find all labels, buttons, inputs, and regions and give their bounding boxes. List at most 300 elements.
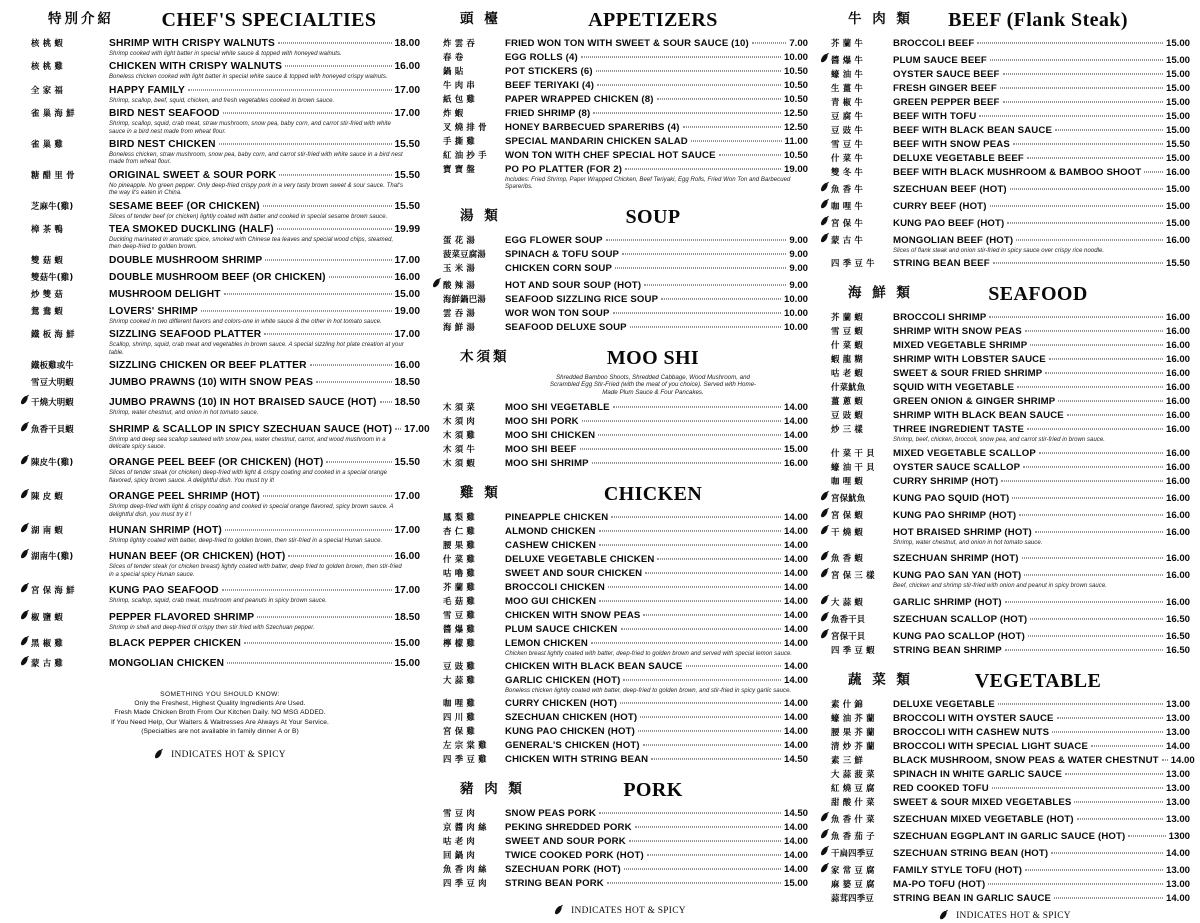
menu-item-name: HUNAN BEEF (OR CHICKEN) (HOT) [109, 551, 286, 563]
menu-item-description: Shrimp, beef, chicken, broccoli, snow pea, and carrot stir-fried in brown sauce. [893, 437, 1105, 444]
menu-item [820, 782, 1190, 795]
menu-item-chinese-name: 宮保干貝 [831, 630, 866, 641]
menu-item-name: SNOW PEAS PORK [505, 808, 597, 820]
section-header-chefs-specialties [20, 10, 420, 32]
dot-leader [992, 786, 1163, 788]
menu-item-price: 14.00 [783, 712, 808, 724]
menu-item-price: 17.00 [394, 329, 420, 341]
menu-item-chinese-name: 薑 蔥 蝦 [831, 396, 863, 407]
chili-pepper-icon [20, 487, 31, 499]
section-title: MOO SHI [606, 346, 700, 369]
menu-item-price: 15.00 [1165, 153, 1190, 164]
menu-item-description: Beef, chicken and shrimp stir-fried with onion and peanut in spicy brown sauce. [893, 583, 1107, 590]
menu-item-name: BLACK MUSHROOM, SNOW PEAS & WATER CHESTNUT [893, 754, 1159, 766]
menu-item-name: SZECHUAN BEEF (HOT) [893, 184, 1007, 195]
dot-leader [977, 42, 1163, 44]
menu-item-name: MIXED VEGETABLE SCALLOP [893, 447, 1036, 459]
dot-leader [599, 543, 781, 545]
menu-item-chinese-name: 清 炒 芥 蘭 [831, 740, 875, 751]
menu-item-price: 15.50 [1165, 258, 1190, 270]
menu-item-price: 10.00 [783, 307, 808, 319]
dot-leader [592, 461, 781, 463]
menu-item-name: CHICKEN WITH SNOW PEAS [505, 609, 641, 621]
dot-leader [593, 112, 781, 114]
menu-item-price: 15.00 [1165, 38, 1190, 49]
menu-item-price: 17.00 [394, 524, 420, 536]
menu-item-name: MIXED VEGETABLE SHRIMP [893, 340, 1028, 352]
menu-item-name: BROCCOLI SHRIMP [893, 312, 987, 324]
dot-leader [990, 59, 1163, 61]
hot-spicy-legend-label: INDICATES HOT & SPICY [171, 749, 286, 760]
menu-item-name: DOUBLE MUSHROOM BEEF (OR CHICKEN) [109, 271, 326, 283]
menu-item-price: 14.00 [783, 429, 808, 441]
dot-leader [188, 88, 392, 90]
menu-item-name: MONGOLIAN BEEF (HOT) [893, 235, 1014, 246]
menu-item-name: MOO SHI SHRIMP [505, 457, 589, 469]
menu-item-chinese-name: 海 鮮 湯 [443, 321, 475, 332]
dot-leader [279, 173, 391, 175]
section-title: SOUP [625, 205, 681, 228]
menu-item [820, 311, 1190, 324]
dot-leader [998, 702, 1163, 704]
menu-item [820, 124, 1190, 137]
dot-leader [1045, 372, 1163, 374]
menu-item [20, 138, 420, 151]
chili-pepper-icon [820, 231, 831, 243]
dot-leader [1030, 344, 1163, 346]
dot-leader [263, 204, 392, 206]
dot-leader [613, 311, 781, 313]
menu-item-price: 14.00 [783, 581, 808, 593]
menu-item-name: KUNG PAO SCALLOP (HOT) [893, 630, 1025, 642]
menu-item-price: 12.50 [783, 122, 808, 133]
menu-item-name: FAMILY STYLE TOFU (HOT) [893, 864, 1023, 876]
menu-item-name: SIZZLING SEAFOOD PLATTER [109, 329, 262, 341]
menu-item [432, 609, 808, 622]
menu-item-name: CHICKEN CORN SOUP [505, 262, 613, 274]
menu-item-name: SZECHUAN EGGPLANT IN GARLIC SAUCE (HOT) [893, 830, 1126, 842]
menu-item [820, 878, 1190, 891]
menu-item [820, 197, 1190, 213]
menu-item-price: 16.00 [1165, 509, 1190, 521]
footnote-line: If You Need Help, Our Waiters & Waitresses Are Always At Your Service. [111, 718, 329, 726]
menu-item-name: MA-PO TOFU (HOT) [893, 878, 986, 890]
menu-item-price: 16.00 [1165, 461, 1190, 473]
menu-item-chinese-name: 魚 香 牛 [831, 184, 863, 194]
dot-leader [613, 405, 781, 407]
menu-item-chinese-name: 生 薑 牛 [831, 83, 863, 93]
chili-pepper-icon [939, 909, 949, 923]
menu-item [432, 107, 808, 120]
menu-item-name: JUMBO PRAWNS (10) IN HOT BRAISED SAUCE (HOT) [109, 397, 377, 409]
menu-item-price: 19.99 [394, 224, 420, 236]
menu-item-chinese-name: 手 撕 雞 [443, 136, 475, 146]
menu-item-chinese-name: 核 桃 蝦 [31, 38, 63, 48]
dot-leader [1023, 465, 1163, 467]
dot-leader [606, 238, 787, 240]
dot-leader [645, 571, 781, 573]
menu-item-chinese-name: 核 桃 雞 [31, 61, 63, 72]
dot-leader [591, 641, 781, 643]
chili-pepper-icon [820, 549, 831, 561]
dot-leader [599, 599, 781, 601]
dot-leader [615, 266, 786, 268]
hot-spicy-legend-label: INDICATES HOT & SPICY [956, 910, 1071, 921]
menu-item [432, 674, 808, 687]
menu-item [20, 288, 420, 301]
menu-item-chinese-name: 湖 南 蝦 [31, 524, 63, 535]
menu-item-name: PAPER WRAPPED CHICKEN (8) [505, 94, 654, 105]
menu-item-chinese-name: 寶 寶 盤 [443, 164, 475, 174]
dot-leader [1057, 716, 1163, 718]
menu-item-chinese-name: 雀 巢 雞 [31, 139, 63, 150]
dot-leader [643, 613, 781, 615]
menu-item-name: SZECHUAN STRING BEAN (HOT) [893, 847, 1049, 859]
dot-leader [596, 70, 781, 72]
section-chinese-title: 湯 類 [460, 207, 501, 224]
menu-item-price: 14.00 [783, 623, 808, 635]
chili-pepper-icon [154, 748, 164, 762]
menu-item-chinese-name: 全 家 福 [31, 84, 63, 95]
menu-item-description: Shrimp cooked with light batter in special white sauce & topped with honeyed walnuts. [109, 51, 342, 57]
chili-pepper-icon [820, 593, 831, 605]
dot-leader [1005, 600, 1163, 602]
menu-item [20, 60, 420, 73]
menu-item-description: Shrimp, water chestnut, and onion in hot tomato sauce. [109, 410, 259, 417]
menu-item-name: KUNG PAO SEAFOOD [109, 585, 219, 597]
menu-item [820, 523, 1190, 539]
menu-column-right [814, 9, 1195, 921]
dot-leader [277, 228, 392, 230]
menu-item-name: STRING BEAN IN GARLIC SAUCE [893, 892, 1052, 904]
menu-item-chinese-name: 豆 豉 牛 [831, 125, 863, 135]
menu-item-chinese-name: 蠔 油 牛 [831, 69, 863, 79]
menu-item-description: Slices of tender steak (or chicken breast) lightly coated with batter, deep fried to golden brown, then stir-fried in a special spicy Hunan sauce. [109, 564, 402, 578]
chili-pepper-icon [820, 180, 831, 192]
menu-item-name: FRIED SHRIMP (8) [505, 108, 591, 119]
menu-item-chinese-name: 蒙 古 雞 [31, 657, 63, 668]
menu-item-name: ORIGINAL SWEET & SOUR PORK [109, 169, 277, 181]
menu-item-price: 15.00 [1165, 97, 1190, 108]
dot-leader [264, 333, 391, 335]
footnote-line: Only the Freshest, Highest Quality Ingredients Are Used. [134, 700, 306, 708]
menu-item-name: MOO SHI CHICKEN [505, 429, 596, 441]
menu-item-price: 14.50 [783, 754, 808, 766]
section-title: SEAFOOD [988, 283, 1088, 306]
dot-leader [225, 528, 392, 530]
menu-item [432, 739, 808, 752]
menu-item-name: BEEF WITH TOFU [893, 111, 977, 122]
menu-item-name: MONGOLIAN CHICKEN [109, 657, 225, 669]
menu-item [432, 262, 808, 275]
menu-item-price: 18.50 [394, 397, 420, 409]
menu-item-chinese-name: 雙 菇 蝦 [31, 254, 63, 265]
menu-item [820, 68, 1190, 81]
dot-leader [581, 56, 781, 58]
chili-pepper-icon [554, 904, 564, 918]
menu-item-chinese-name: 蒙 古 牛 [831, 235, 863, 245]
menu-item-price: 15.00 [394, 657, 420, 669]
menu-item-chinese-name: 雪豆大明蝦 [31, 377, 74, 388]
hot-spicy-legend [432, 904, 808, 918]
menu-item-price: 15.00 [1165, 201, 1190, 212]
section-header-seafood [820, 284, 1190, 306]
menu-item-description: Scallop, shrimp, squid, crab meat and vegetables in brown sauce. A special sizzling hot plate creation at your table. [109, 342, 404, 356]
menu-item [20, 547, 420, 563]
dot-leader [263, 495, 392, 497]
menu-item-name: POT STICKERS (6) [505, 66, 593, 77]
section-header-soup [432, 207, 808, 229]
menu-item-name: PO PO PLATTER (FOR 2) [505, 164, 623, 175]
menu-item-description: Shrimp lightly coated with batter, deep-fried to golden brown, then stir-fried in a special Hunan sauce. [109, 537, 383, 544]
menu-item [432, 849, 808, 862]
menu-item [820, 325, 1190, 338]
chili-pepper-icon [820, 51, 831, 63]
dot-leader [635, 826, 781, 828]
menu-item [820, 644, 1190, 657]
menu-item [820, 37, 1190, 50]
menu-item-price: 14.00 [783, 675, 808, 686]
menu-item-name: KUNG PAO SHRIMP (HOT) [893, 509, 1017, 521]
menu-item-chinese-name: 鳳 梨 雞 [443, 511, 475, 522]
menu-item-price: 16.00 [1165, 526, 1190, 538]
menu-item-price: 13.00 [1165, 726, 1190, 738]
menu-item [432, 65, 808, 78]
menu-item [432, 93, 808, 106]
menu-item-chinese-name: 腰 果 芥 蘭 [831, 726, 875, 737]
section-note: Shredded Bamboo Shoots, Shredded Cabbage, Wood Mushroom, and Scrambled Egg Stir-Fried (with the meat of you choice). Served with Home-Made Plum Sauce & Four Pancakes. [549, 373, 757, 396]
section-chinese-title: 木須類 [460, 348, 510, 365]
menu-item-price: 16.00 [783, 457, 808, 469]
menu-item [820, 166, 1190, 179]
menu-item-name: PINEAPPLE CHICKEN [505, 511, 609, 523]
menu-item [820, 152, 1190, 165]
chili-pepper-icon [820, 506, 831, 518]
menu-item-chinese-name: 素 三 鮮 [831, 754, 863, 765]
menu-item-name: SZECHUAN CHICKEN (HOT) [505, 712, 638, 724]
dot-leader [597, 84, 781, 86]
dot-leader [1019, 513, 1163, 515]
menu-item-name: DOUBLE MUSHROOM SHRIMP [109, 254, 263, 266]
menu-item [432, 581, 808, 594]
menu-item-name: MOO SHI BEEF [505, 443, 577, 455]
menu-item [20, 223, 420, 236]
dot-leader [1128, 834, 1165, 836]
menu-item-price: 1300 [1168, 830, 1190, 842]
menu-item-chinese-name: 醬 爆 牛 [831, 55, 863, 65]
dot-leader [640, 716, 781, 718]
menu-item-name: CURRY SHRIMP (HOT) [893, 475, 999, 487]
menu-item-chinese-name: 豆 腐 牛 [831, 111, 863, 121]
menu-item-price: 10.50 [783, 94, 808, 105]
menu-item-chinese-name: 雲 吞 湯 [443, 307, 475, 318]
menu-item [820, 96, 1190, 109]
menu-item-price: 16.00 [1165, 340, 1190, 352]
menu-item-price: 14.00 [783, 637, 808, 649]
menu-item [20, 393, 420, 409]
menu-item-chinese-name: 糖 醋 里 骨 [31, 169, 75, 180]
dot-leader [1005, 648, 1163, 650]
section-title: CHEF'S SPECIALTIES [161, 9, 377, 31]
section-header-beef [820, 10, 1190, 32]
menu-item-chinese-name: 樟 茶 鴨 [31, 224, 63, 235]
menu-item-chinese-name: 蠔 油 芥 蘭 [831, 712, 875, 723]
menu-item-name: BROCCOLI CHICKEN [505, 581, 605, 593]
menu-item-chinese-name: 青 椒 牛 [831, 97, 863, 107]
menu-item-price: 15.50 [394, 139, 420, 151]
menu-item [820, 257, 1190, 270]
section-title: CHICKEN [603, 482, 703, 505]
menu-item-price: 14.00 [1165, 740, 1190, 752]
dot-leader [1025, 330, 1163, 332]
menu-item-description: Chicken breast lightly coated with batter, deep-fried to golden brown and served with special lemon sauce. [505, 650, 793, 657]
menu-item [20, 169, 420, 182]
menu-item [20, 634, 420, 650]
menu-item [432, 595, 808, 608]
menu-item-name: FRESH GINGER BEEF [893, 83, 997, 94]
menu-item [432, 321, 808, 334]
section-title: VEGETABLE [974, 669, 1102, 692]
menu-item-price: 14.00 [783, 553, 808, 565]
menu-item [820, 506, 1190, 522]
menu-item [432, 753, 808, 766]
dot-leader [630, 325, 781, 327]
menu-item-description: Shrimp deep-fried with light & crispy coating and cooked in special orange flavored, spicy brown sauce. A delightful dish, you must try it ! [109, 504, 394, 518]
menu-item-chinese-name: 四 季 豆 蝦 [831, 644, 875, 655]
menu-item [432, 307, 808, 320]
menu-item [432, 457, 808, 470]
menu-item-price: 10.00 [783, 321, 808, 333]
menu-item [20, 376, 420, 389]
menu-item-price: 14.00 [783, 850, 808, 862]
menu-item-price: 14.00 [783, 415, 808, 427]
menu-item-name: KUNG PAO SAN YAN (HOT) [893, 570, 1022, 582]
dot-leader [989, 316, 1163, 318]
menu-item-chinese-name: 紅 燒 豆 腐 [831, 782, 875, 793]
menu-item-name: BIRD NEST CHICKEN [109, 139, 216, 151]
menu-item [432, 429, 808, 442]
menu-item-name: SPECIAL MANDARIN CHICKEN SALAD [505, 136, 688, 147]
dot-leader [224, 292, 392, 294]
menu-item-price: 17.00 [394, 84, 420, 96]
menu-item-price: 16.00 [394, 551, 420, 563]
menu-item-chinese-name: 魚 香 什 菜 [831, 813, 875, 824]
menu-item-chinese-name: 炸 蝦 [443, 108, 464, 118]
menu-item-chinese-name: 宮保魷魚 [831, 492, 866, 503]
menu-item [820, 810, 1190, 826]
menu-item [432, 163, 808, 176]
menu-item-price: 9.00 [789, 234, 808, 246]
menu-item-price: 7.00 [789, 38, 808, 49]
menu-item-description: Shrimp cooked in two different flavors and colors-one in white sauce & the other in hot tomato sauce. [109, 318, 382, 325]
chili-pepper-icon [20, 420, 31, 432]
menu-item-name: BEEF TERIYAKI (4) [505, 80, 595, 91]
menu-item-chinese-name: 大 蒜 蝦 [831, 596, 863, 607]
menu-item [820, 138, 1190, 151]
menu-item-chinese-name: 麻 婆 豆 腐 [831, 878, 875, 889]
menu-item-name: CHICKEN WITH STRING BEAN [505, 754, 649, 766]
menu-item [820, 796, 1190, 809]
menu-item-chinese-name: 芥 蘭 牛 [831, 38, 863, 48]
section-chinese-title: 蔬 菜 類 [848, 671, 913, 688]
menu-item-name: SPINACH IN WHITE GARLIC SAUCE [893, 768, 1063, 780]
section-chinese-title: 雞 類 [460, 484, 501, 501]
menu-item-name: GREEN ONION & GINGER SHRIMP [893, 396, 1056, 408]
menu-item-name: SWEET & SOUR MIXED VEGETABLES [893, 796, 1072, 808]
dot-leader [310, 364, 392, 366]
menu-item [432, 697, 808, 710]
menu-item-price: 16.00 [1165, 410, 1190, 422]
dot-leader [1162, 758, 1168, 760]
menu-item [820, 214, 1190, 230]
menu-item-chinese-name: 鍋 貼 [443, 66, 464, 76]
chili-pepper-icon [820, 214, 831, 226]
menu-item-price: 16.00 [1165, 326, 1190, 338]
chili-pepper-icon [820, 627, 831, 639]
menu-item-name: FRIED WON TON WITH SWEET & SOUR SAUCE (10) [505, 38, 749, 49]
menu-item-price: 15.00 [1165, 111, 1190, 122]
menu-item-price: 10.50 [783, 80, 808, 91]
menu-item-price: 9.00 [789, 248, 808, 260]
dot-leader [316, 381, 391, 383]
menu-item-chinese-name: 咕 老 肉 [443, 836, 475, 847]
dot-leader [657, 557, 781, 559]
menu-item-price: 14.00 [783, 401, 808, 413]
menu-item [820, 892, 1190, 905]
menu-item [432, 79, 808, 92]
menu-item-name: GARLIC CHICKEN (HOT) [505, 675, 621, 686]
menu-item-description: Includes: Fried Shrimp, Paper Wrapped Chicken, Beef Teriyaki, Egg Rolls, Fried Won Ton and Barbecued Spareribs. [505, 177, 791, 191]
menu-item [20, 359, 420, 372]
menu-item-name: BEEF WITH BLACK MUSHROOM & BAMBOO SHOOT [893, 167, 1142, 178]
menu-item-chinese-name: 陳皮牛(雞) [31, 457, 74, 468]
menu-item-chinese-name: 宮 保 三 樣 [831, 570, 875, 581]
menu-item-chinese-name: 鴛 鴦 蝦 [31, 305, 63, 316]
menu-item-price: 17.00 [394, 254, 420, 266]
menu-item-price: 16.00 [1165, 354, 1190, 366]
menu-item-chinese-name: 咕 嚕 雞 [443, 567, 475, 578]
menu-item-name: KUNG PAO BEEF (HOT) [893, 218, 1005, 229]
menu-item-price: 14.00 [1165, 847, 1190, 859]
menu-item-name: KUNG PAO SQUID (HOT) [893, 492, 1010, 504]
menu-item [432, 660, 808, 673]
menu-item [820, 698, 1190, 711]
menu-item-price: 15.00 [394, 637, 420, 649]
section-header-vegetable [820, 671, 1190, 693]
menu-item-name: PLUM SAUCE CHICKEN [505, 623, 618, 635]
menu-item-price: 18.00 [394, 38, 420, 49]
dot-leader [201, 309, 392, 311]
dot-leader [1003, 101, 1163, 103]
menu-item-price: 11.00 [784, 136, 808, 147]
section-spacer [820, 658, 1190, 671]
section-header-appetizers [432, 10, 808, 32]
chili-pepper-icon [432, 276, 443, 288]
menu-item-chinese-name: 魚 香 蝦 [831, 553, 863, 564]
menu-item-chinese-name: 酸 辣 湯 [443, 279, 475, 290]
menu-item-chinese-name: 豆 豉 雞 [443, 661, 475, 671]
dot-leader [1013, 143, 1163, 145]
menu-item-chinese-name: 回 鍋 肉 [443, 850, 475, 861]
menu-item-price: 16.00 [1165, 312, 1190, 324]
menu-item-name: EGG ROLLS (4) [505, 52, 578, 63]
chili-pepper-icon [20, 654, 31, 666]
menu-item-name: SWEET & SOUR FRIED SHRIMP [893, 368, 1043, 380]
menu-item-name: WON TON WITH CHEF SPECIAL HOT SAUCE [505, 150, 716, 161]
menu-item-chinese-name: 菠菜豆腐湯 [443, 248, 486, 259]
footnote-line: (Specialties are not available in family dinner A or B) [141, 727, 299, 735]
menu-item-description: Shrimp and deep sea scallop sauteed with snow pea, water chestnut, carrot, and wood mushroom in a delicate spicy sauce. [109, 436, 386, 450]
